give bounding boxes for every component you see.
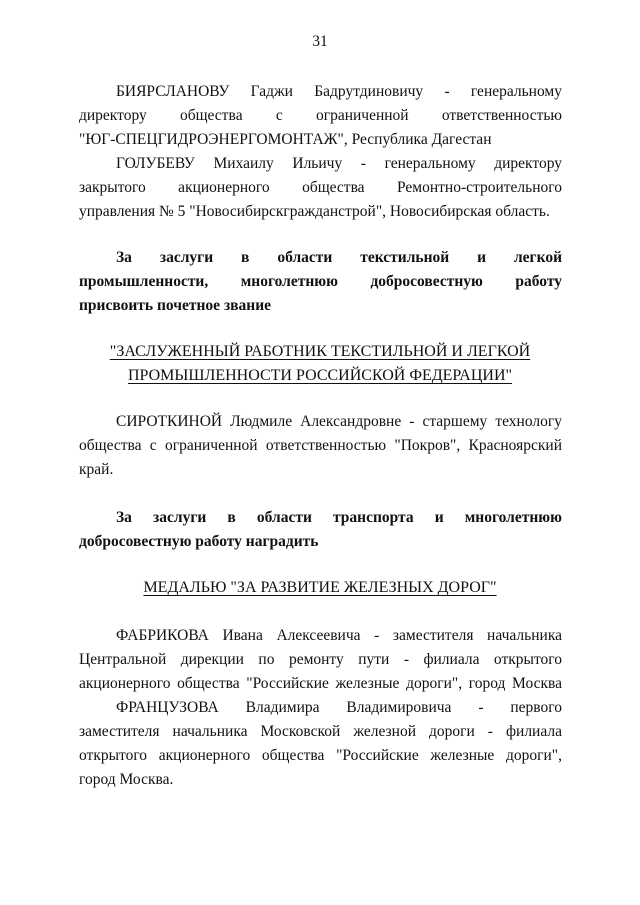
text-line: директору обществa с ограниченной ответственностью [79,107,562,124]
decree-paragraph-2 [79,506,562,554]
text-line: ФРАНЦУЗОВА Владимира Владимировича - первого [116,699,562,716]
text-line: акционерного общества "Российские железные дороги", город Москва [79,675,562,692]
text-line: ГОЛУБЕВУ Михаилу Ильичу - генеральному директору [116,155,562,172]
awardees-section-3 [79,624,562,792]
honorary-title-heading [0,340,640,388]
decree-paragraph-1 [79,246,562,318]
text-line: СИРОТКИНОЙ Людмиле Александровне - старшему технологу [116,413,562,430]
awardees-section-1 [79,80,562,224]
text-line: БИЯРСЛАНОВУ Гаджи Бадрутдиновичу - генеральному [116,83,562,100]
text-line: добросовестную работу наградить [79,533,319,550]
text-line: "ЮГ-СПЕЦГИДРОЭНЕРГОМОНТАЖ", Республика Дагестан [79,131,492,148]
awardees-section-2 [79,410,562,482]
title-line: "ЗАСЛУЖЕННЫЙ РАБОТНИК ТЕКСТИЛЬНОЙ И ЛЕГКОЙ [109,343,531,360]
text-line: открытого акционерного общества "Российские железные дороги", [79,747,562,764]
text-line: Центральной дирекции по ремонту пути - филиала открытого [79,651,562,668]
title-line: ПРОМЫШЛЕННОСТИ РОССИЙСКОЙ ФЕДЕРАЦИИ" [127,367,513,384]
page-number: 31 [312,33,328,50]
text-line: промышленности, многолетнюю добросовестную работу [79,273,562,290]
title-line: МЕДАЛЬЮ "ЗА РАЗВИТИЕ ЖЕЛЕЗНЫХ ДОРОГ" [143,579,497,596]
text-line: управления № 5 "Новосибирскгражданстрой", Новосибирская область. [79,203,550,220]
text-line: закрытого акционерного общества Ремонтно-строительного [79,179,562,196]
text-line: край. [79,461,114,478]
text-line: За заслуги в области транспорта и многолетнюю [116,509,562,526]
medal-heading [0,576,640,600]
text-line: заместителя начальника Московской железной дороги - филиала [79,723,562,740]
text-line: город Москва. [79,771,174,788]
text-line: За заслуги в области текстильной и легкой [116,249,562,266]
text-line: общества с ограниченной ответственностью "Покров", Красноярский [79,437,562,454]
text-line: присвоить почетное звание [79,297,272,314]
text-line: ФАБРИКОВА Ивана Алексеевича - заместителя начальника [116,627,562,644]
